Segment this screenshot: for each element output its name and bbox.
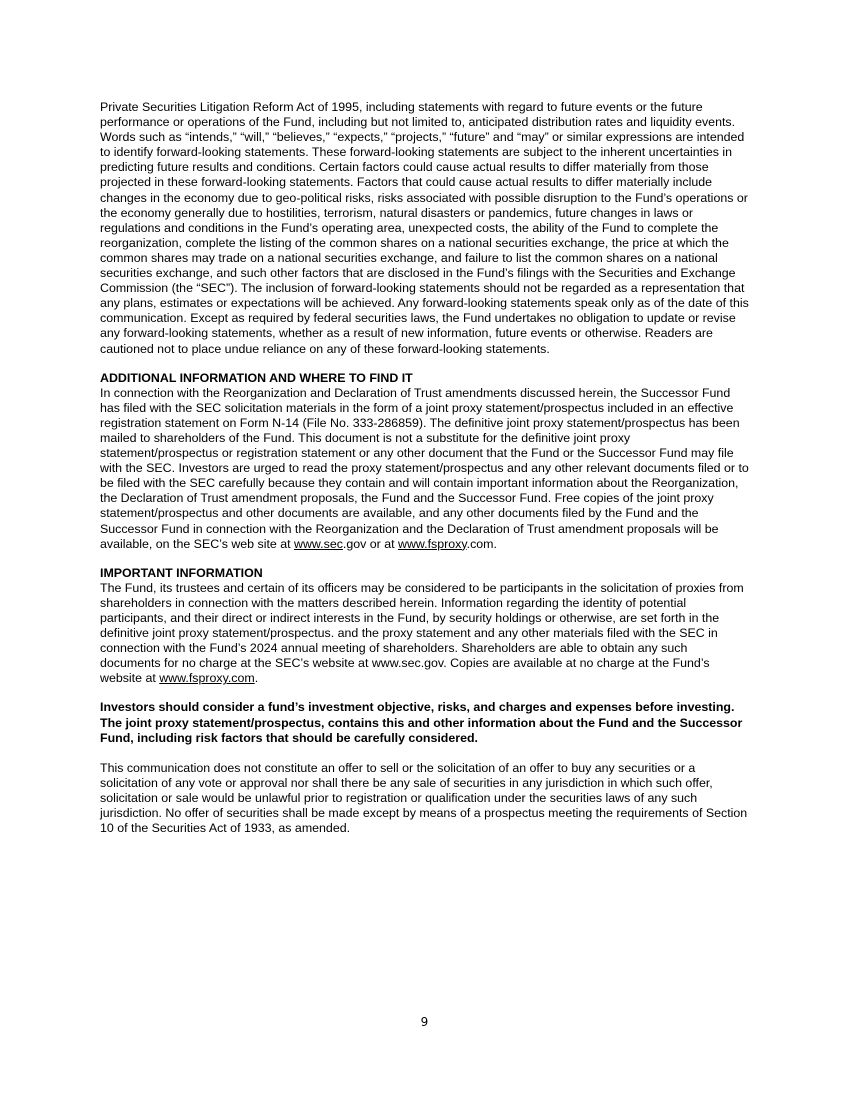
additional-information-paragraph (100, 386, 750, 552)
important-information-heading: IMPORTANT INFORMATION (100, 565, 263, 580)
offer-disclaimer-paragraph: This communication does not constitute an offer to sell or the solicitation of an offer to buy any securities or a solicitation of any vote or approval nor shall there be any sale of securities in any jurisdiction in which such offer, solicitation or sale would be unlawful prior to registration or qualification under the securities laws of any such jurisdiction. No offer of securities shall be made except by means of a prospectus meeting the requirements of Section 10 of the Securities Act of 1933, as amended. (100, 760, 748, 836)
page-number: 9 (420, 1015, 429, 1029)
document-page (100, 100, 750, 850)
important-information-end: . (254, 671, 259, 686)
important-information-paragraph (100, 581, 750, 687)
fsproxy-link[interactable]: www.fsproxy (398, 536, 467, 551)
additional-information-end: .com. (466, 536, 497, 551)
sec-link[interactable]: www.sec (294, 536, 343, 551)
additional-information-section (100, 371, 750, 552)
important-information-body: The Fund, its trustees and certain of its officers may be considered to be participants in the solicitation of proxies from shareholders in connection with the matters described herein. Information regarding the identity of potential participants, and their direct or indirect interests in the Fund, by security holdings or otherwise, are set forth in the definitive joint proxy statement/prospectus. and the proxy statement and any other materials filed with the SEC in connection with the Fund’s 2024 annual meeting of shareholders. Shareholders are able to obtain any such documents for no charge at the SEC’s website at www.sec.gov. Copies are available at no charge at the Fund’s website at (100, 580, 744, 686)
additional-information-body: In connection with the Reorganization and Declaration of Trust amendments discussed herein, the Successor Fund has filed with the SEC solicitation materials in the form of a joint proxy statement/prospectus included in an effective registration statement on Form N-14 (File No. 333-286859). The definitive joint proxy statement/prospectus has been mailed to shareholders of the Fund. This document is not a substitute for the definitive joint proxy statement/prospectus or registration statement or any other document that the Fund or the Successor Fund may file with the SEC. Investors are urged to read the proxy statement/prospectus and any other relevant documents filed or to be filed with the SEC carefully because they contain and will contain important information about the Reorganization, the Declaration of Trust amendment proposals, the Fund and the Successor Fund. Free copies of the joint proxy statement/prospectus and other documents are available, and any other documents filed by the Fund and the Successor Fund in connection with the Reorganization and the Declaration of Trust amendment proposals will be available, on the SEC’s web site at (100, 385, 749, 551)
additional-information-heading: ADDITIONAL INFORMATION AND WHERE TO FIND IT (100, 370, 413, 385)
forward-looking-statements-paragraph: Private Securities Litigation Reform Act of 1995, including statements with regard to future events or the future performance or operations of the Fund, including but not limited to, anticipated distribution rates and liquidity events. Words such as “intends,” “will,” “believes,” “expects,” “projects,” “future” and “may” or similar expressions are intended to identify forward-looking statements. These forward-looking statements are subject to the inherent uncertainties in predicting future results and conditions. Certain factors could cause actual results to differ materially from those projected in these forward-looking statements. Factors that could cause actual results to differ materially include changes in the economy due to geo-political risks, risks associated with possible disruption to the Fund’s operations or the economy generally due to hostilities, terrorism, natural disasters or pandemics, future changes in laws or regulations and conditions in the Fund’s operating area, unexpected costs, the ability of the Fund to complete the reorganization, complete the listing of the common shares on a national securities exchange, the price at which the common shares may trade on a national securities exchange, and failure to list the common shares on a national securities exchange, and such other factors that are disclosed in the Fund’s filings with the Securities and Exchange Commission (the “SEC”). The inclusion of forward-looking statements should not be regarded as a representation that any plans, estimates or expectations will be achieved. Any forward-looking statements speak only as of the date of this communication. Except as required by federal securities laws, the Fund undertakes no obligation to update or revise any forward-looking statements, whether as a result of new information, future events or otherwise. Readers are cautioned not to place undue reliance on any of these forward-looking statements. (100, 100, 749, 356)
additional-information-between: .gov or at (342, 536, 399, 551)
important-information-section (100, 566, 750, 687)
fsproxy-website-link[interactable]: www.fsproxy.com (159, 671, 255, 686)
investor-notice-paragraph: Investors should consider a fund’s investment objective, risks, and charges and expenses before investing. The joint proxy statement/prospectus, contains this and other information about the Fund and the Successor Fund, including risk factors that should be carefully considered. (100, 700, 743, 745)
